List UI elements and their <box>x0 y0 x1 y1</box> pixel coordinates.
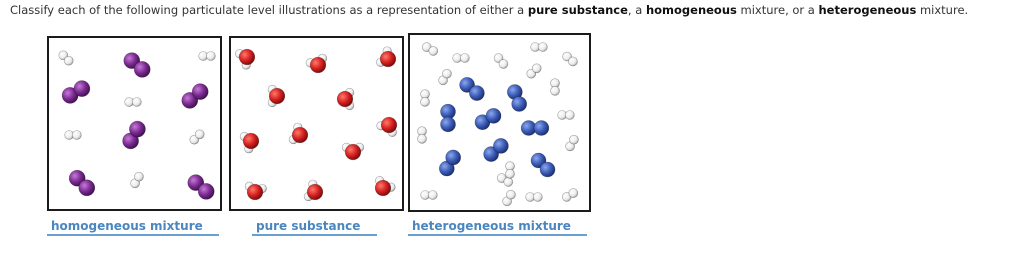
water-molecule-oxygen <box>247 184 263 200</box>
water-molecule-oxygen <box>375 180 391 196</box>
water-molecule-oxygen <box>345 144 361 160</box>
water-molecule-oxygen <box>239 49 255 65</box>
hydrogen-molecule-atom <box>533 193 542 202</box>
nitrogen-molecule-atom <box>446 150 461 165</box>
particle-diagram-1 <box>49 38 220 209</box>
illustration-panel-1 <box>47 36 222 211</box>
hydrogen-molecule-atom <box>532 64 541 73</box>
hydrogen-molecule-atom <box>429 46 438 55</box>
hydrogen-molecule-atom <box>64 56 73 65</box>
water-molecule-oxygen <box>380 51 396 67</box>
hydrogen-molecule-atom <box>504 177 513 186</box>
iodine-molecule-atom <box>198 183 214 199</box>
hydrogen-molecule-atom <box>569 135 578 144</box>
hydrogen-molecule-atom <box>418 134 427 143</box>
hydrogen-molecule-atom <box>206 52 215 61</box>
hydrogen-molecule-atom <box>460 54 469 63</box>
nitrogen-molecule-atom <box>512 96 527 111</box>
hydrogen-molecule-atom <box>506 169 515 178</box>
answer-dropdown-1[interactable]: homogeneous mixture <box>47 218 219 236</box>
nitrogen-molecule-atom <box>493 138 508 153</box>
answer-dropdown-2[interactable]: pure substance <box>252 218 377 236</box>
question-part-3: mixture, or a <box>736 3 819 17</box>
illustration-panel-2 <box>229 36 404 211</box>
hydrogen-molecule-atom <box>421 97 430 106</box>
hydrogen-molecule-atom <box>442 69 451 78</box>
term-homogeneous: homogeneous <box>645 3 737 17</box>
particle-diagram-3 <box>410 35 589 210</box>
water-molecule-oxygen <box>310 57 326 73</box>
nitrogen-molecule-atom <box>534 121 549 136</box>
water-molecule-oxygen <box>243 133 259 149</box>
hydrogen-molecule-atom <box>72 131 81 140</box>
question-part-2: , a <box>627 3 646 17</box>
water-molecule-oxygen <box>269 88 285 104</box>
hydrogen-molecule-atom <box>428 191 437 200</box>
nitrogen-molecule-atom <box>469 86 484 101</box>
hydrogen-molecule-atom <box>551 86 560 95</box>
particle-diagram-2 <box>231 38 402 209</box>
water-molecule-oxygen <box>381 117 397 133</box>
hydrogen-molecule-atom <box>506 190 515 199</box>
iodine-molecule-atom <box>192 84 208 100</box>
nitrogen-molecule-atom <box>441 117 456 132</box>
illustration-panel-3 <box>408 33 591 212</box>
hydrogen-molecule-atom <box>538 43 547 52</box>
hydrogen-molecule-atom <box>569 189 578 198</box>
iodine-molecule-atom <box>74 81 90 97</box>
answer-dropdown-3[interactable]: heterogeneous mixture <box>408 218 587 236</box>
term-heterogeneous: heterogeneous <box>818 3 917 17</box>
water-molecule-oxygen <box>307 184 323 200</box>
hydrogen-molecule-atom <box>132 98 141 107</box>
question-part-4: mixture. <box>916 3 969 17</box>
iodine-molecule-atom <box>129 121 145 137</box>
hydrogen-molecule-atom <box>565 111 574 120</box>
iodine-molecule-atom <box>79 180 95 196</box>
term-pure-substance: pure substance <box>527 3 628 17</box>
iodine-molecule-atom <box>134 61 150 77</box>
water-molecule-oxygen <box>337 91 353 107</box>
water-molecule-oxygen <box>292 127 308 143</box>
question-part-1: Classify each of the following particulate level illustrations as a representation of either a <box>10 3 528 17</box>
hydrogen-molecule-atom <box>195 130 204 139</box>
hydrogen-molecule-atom <box>499 59 508 68</box>
hydrogen-molecule-atom <box>568 57 577 66</box>
hydrogen-molecule-atom <box>134 172 143 181</box>
nitrogen-molecule-atom <box>486 108 501 123</box>
question-text <box>10 3 1010 17</box>
nitrogen-molecule-atom <box>540 162 555 177</box>
